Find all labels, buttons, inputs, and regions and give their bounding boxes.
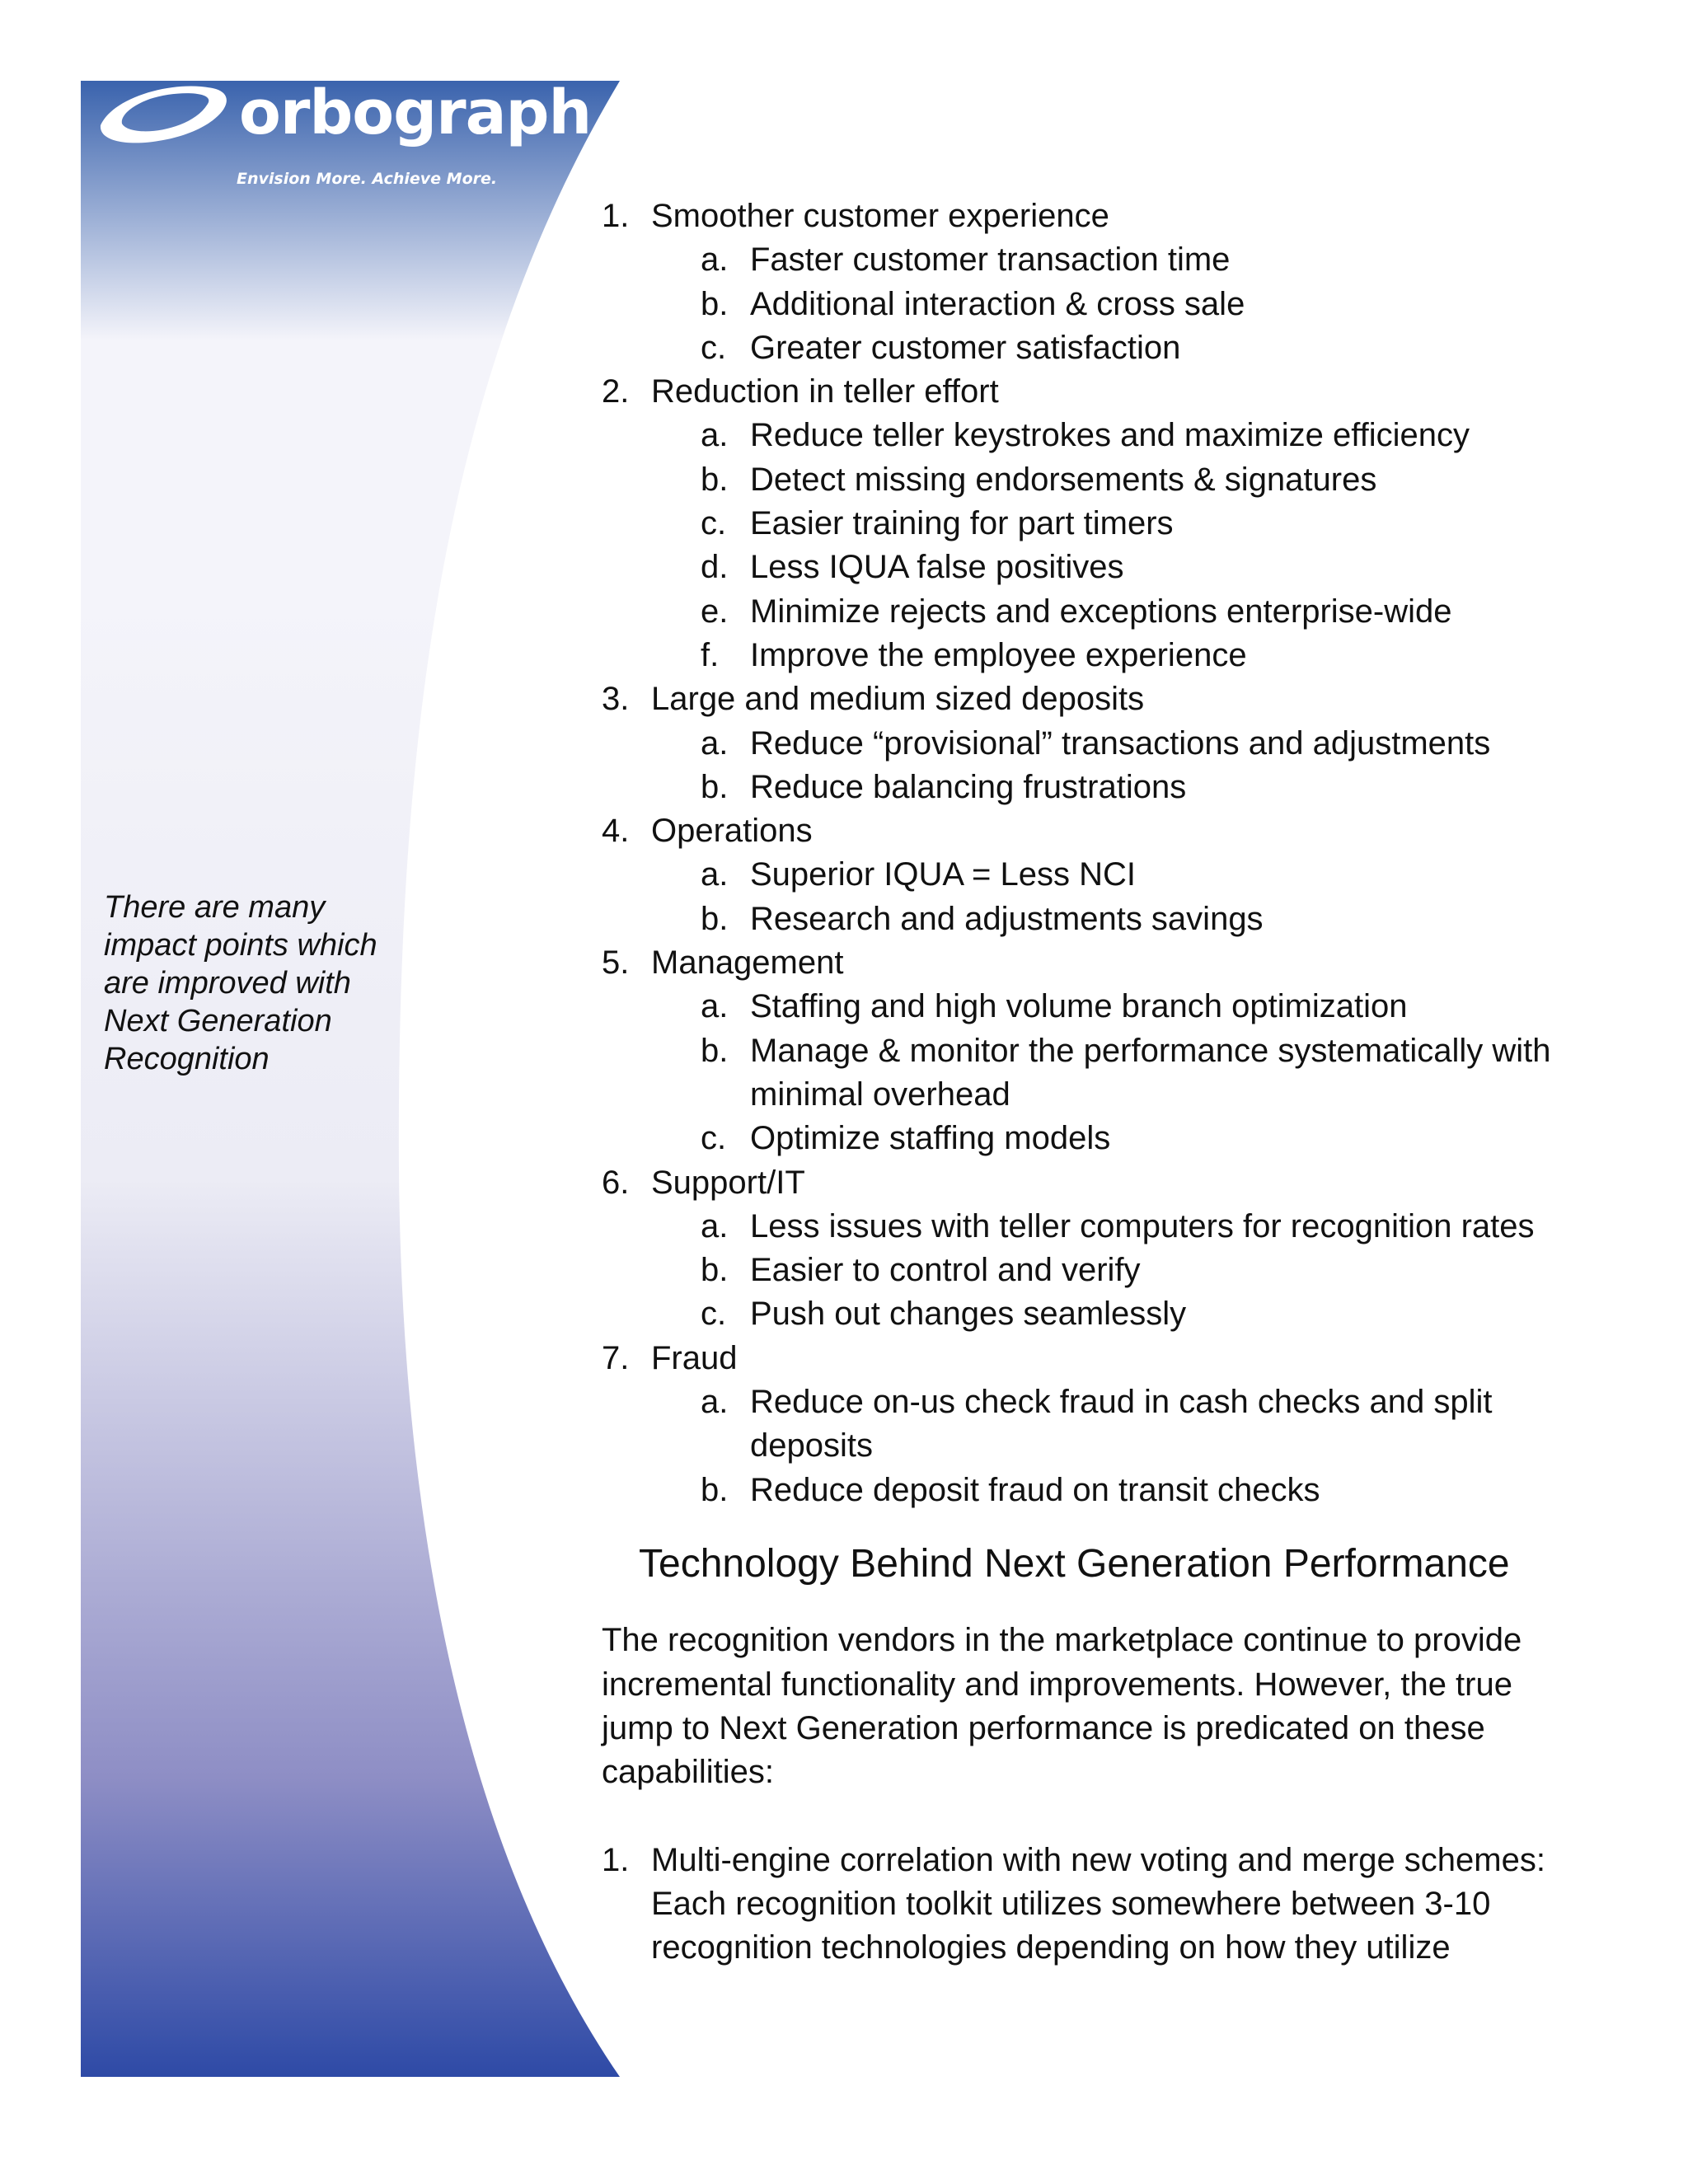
- sub-list-item: [602, 853, 1591, 897]
- logo-wordmark: orbograph: [239, 77, 592, 148]
- sub-list-text: Less issues with teller computers for recognition rates: [750, 1207, 1535, 1244]
- sub-list-text: Optimize staffing models: [750, 1120, 1111, 1157]
- paragraph-line: capabilities:: [602, 1754, 775, 1791]
- sub-list-text: Easier training for part timers: [750, 505, 1174, 542]
- sub-list-letter: b.: [701, 1032, 729, 1069]
- sub-list-letter: a.: [701, 988, 729, 1025]
- sub-list-text: Additional interaction & cross sale: [750, 285, 1245, 322]
- tech-list-text: recognition technologies depending on how they utilize: [651, 1929, 1451, 1966]
- list-item-label: Management: [651, 944, 844, 982]
- list-item-label: Operations: [651, 813, 813, 850]
- sub-list-text: Reduce “provisional” transactions and adjustments: [750, 724, 1491, 762]
- sub-list-text: Less IQUA false positives: [750, 549, 1124, 586]
- sub-list-item: [602, 590, 1591, 634]
- sub-list-letter: b.: [701, 461, 729, 498]
- list-number: 3.: [602, 681, 630, 718]
- list-number: 2.: [602, 373, 630, 410]
- list-item-label: Support/IT: [651, 1164, 805, 1201]
- sub-list-item: [602, 1469, 1591, 1512]
- sub-list-text: deposits: [750, 1427, 873, 1465]
- sub-list-item: [602, 502, 1591, 546]
- paragraph-line: jump to Next Generation performance is predicated on these: [602, 1709, 1485, 1746]
- sub-list-item: [602, 1292, 1591, 1336]
- list-number: 4.: [602, 813, 630, 850]
- sub-list-text: Improve the employee experience: [750, 636, 1247, 673]
- main-content: [602, 194, 1591, 1971]
- list-item: [602, 1337, 1591, 1380]
- sub-list-item: [602, 1029, 1591, 1073]
- sub-list-text: minimal overhead: [750, 1076, 1010, 1113]
- sub-list-letter: b.: [701, 768, 729, 805]
- sub-list-item: [602, 458, 1591, 502]
- list-item: [602, 809, 1591, 853]
- sub-list-text: Faster customer transaction time: [750, 241, 1231, 279]
- sub-list-letter: a.: [701, 724, 729, 762]
- list-item: [602, 370, 1591, 414]
- sub-list-item: [602, 985, 1591, 1029]
- sub-list-letter: c.: [701, 1120, 727, 1157]
- paragraph-line: incremental functionality and improvements. However, the true: [602, 1666, 1512, 1703]
- sub-list-text: Manage & monitor the performance systematically with: [750, 1032, 1551, 1069]
- sub-list-item: [602, 238, 1591, 282]
- sub-list-letter: a.: [701, 1207, 729, 1244]
- sidebar-quote-line: impact points which: [104, 928, 377, 963]
- impact-points-list: [602, 194, 1591, 1512]
- sub-list-item: [602, 546, 1591, 589]
- sub-list-letter: c.: [701, 329, 727, 366]
- sub-list-letter: a.: [701, 856, 729, 893]
- sub-list-letter: b.: [701, 900, 729, 937]
- sub-list-letter: a.: [701, 417, 729, 454]
- list-number: 1.: [602, 198, 630, 234]
- sub-list-text: Research and adjustments savings: [750, 900, 1264, 937]
- technology-list: [602, 1839, 1591, 1971]
- sub-list-text: Reduce on-us check fraud in cash checks and split: [750, 1384, 1493, 1421]
- sub-list-item: [602, 414, 1591, 457]
- sub-list-item: [602, 898, 1591, 941]
- sidebar-quote-line: There are many: [104, 890, 326, 925]
- sub-list-letter: a.: [701, 241, 729, 279]
- sub-list-text: Easier to control and verify: [750, 1252, 1141, 1289]
- list-number: 7.: [602, 1339, 630, 1376]
- sub-list-letter: e.: [701, 593, 729, 630]
- sub-list-letter: b.: [701, 1252, 729, 1289]
- sidebar-quote-line: are improved with: [104, 966, 351, 1001]
- sub-list-letter: f.: [701, 636, 720, 673]
- sub-list-letter: a.: [701, 1384, 729, 1421]
- sub-list-item: [602, 634, 1591, 677]
- orbit-swoosh-icon: [92, 73, 232, 147]
- sub-list-item: [602, 283, 1591, 326]
- list-item-label: Fraud: [651, 1339, 738, 1376]
- sub-list-item: [602, 1424, 1591, 1468]
- sub-list-item: [602, 1073, 1591, 1117]
- tech-list-item: [602, 1926, 1591, 1970]
- sub-list-item: [602, 1249, 1591, 1292]
- sub-list-text: Minimize rejects and exceptions enterprise-wide: [750, 593, 1452, 630]
- sidebar-quote-line: Recognition: [104, 1042, 270, 1076]
- sub-list-item: [602, 1117, 1591, 1160]
- sub-list-text: Superior IQUA = Less NCI: [750, 856, 1136, 893]
- list-item-label: Reduction in teller effort: [651, 373, 999, 410]
- sub-list-text: Reduce teller keystrokes and maximize efficiency: [750, 417, 1470, 454]
- section-heading: Technology Behind Next Generation Performance: [639, 1541, 1510, 1586]
- sub-list-item: [602, 722, 1591, 766]
- tech-list-item: [602, 1882, 1591, 1926]
- sidebar-quote: [104, 888, 401, 1078]
- sub-list-item: [602, 326, 1591, 370]
- sub-list-item: [602, 1380, 1591, 1424]
- sub-list-letter: c.: [701, 505, 727, 542]
- sub-list-text: Staffing and high volume branch optimization: [750, 988, 1408, 1025]
- list-number: 5.: [602, 944, 630, 982]
- sub-list-letter: b.: [701, 285, 729, 322]
- sub-list-letter: d.: [701, 549, 729, 586]
- sub-list-text: Detect missing endorsements & signatures: [750, 461, 1377, 498]
- list-item: [602, 677, 1591, 721]
- tech-list-text: Multi-engine correlation with new voting and merge schemes:: [651, 1841, 1545, 1878]
- list-number: 6.: [602, 1164, 630, 1201]
- logo-tagline: Envision More. Achieve More.: [237, 170, 498, 188]
- list-item-label: Large and medium sized deposits: [651, 681, 1145, 718]
- sub-list-text: Reduce balancing frustrations: [750, 768, 1187, 805]
- tech-list-number: 1.: [602, 1841, 630, 1878]
- section-paragraph: [602, 1619, 1591, 1794]
- list-item: [602, 194, 1591, 238]
- sub-list-letter: b.: [701, 1471, 729, 1508]
- sub-list-item: [602, 1205, 1591, 1249]
- sub-list-text: Greater customer satisfaction: [750, 329, 1181, 366]
- sub-list-item: [602, 766, 1591, 809]
- paragraph-line: The recognition vendors in the marketplace continue to provide: [602, 1622, 1522, 1659]
- sub-list-letter: c.: [701, 1296, 727, 1333]
- sub-list-text: Reduce deposit fraud on transit checks: [750, 1471, 1320, 1508]
- list-item: [602, 1161, 1591, 1205]
- list-item: [602, 941, 1591, 985]
- sub-list-text: Push out changes seamlessly: [750, 1296, 1187, 1333]
- sidebar-quote-line: Next Generation: [104, 1004, 332, 1038]
- tech-list-text: Each recognition toolkit utilizes somewhere between 3-10: [651, 1885, 1491, 1922]
- list-item-label: Smoother customer experience: [651, 198, 1109, 234]
- tech-list-item: [602, 1839, 1591, 1882]
